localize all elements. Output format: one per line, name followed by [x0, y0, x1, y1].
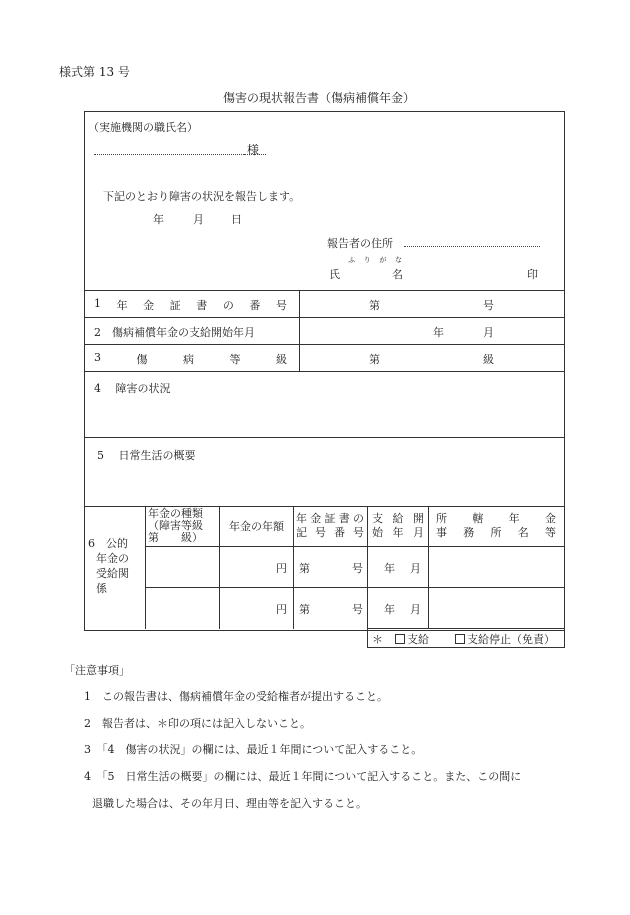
row-cert-prefix[interactable]: 第 — [299, 603, 310, 616]
pension-side-label: 6 公的 年金の 受給関 係 — [88, 537, 129, 595]
address-line[interactable] — [404, 246, 540, 247]
name-label-2: 名 — [392, 268, 403, 281]
header-cert-number: 年 金 証 書 の 記 号 番 号 — [296, 512, 364, 539]
col-divider — [299, 290, 300, 371]
date-day: 日 — [231, 213, 242, 226]
note-item-continuation: 退職した場合は、その年月日、理由等を記入すること。 — [92, 797, 367, 810]
col-divider — [145, 506, 146, 629]
sama-label: 様 — [247, 143, 260, 157]
row-cert-suffix[interactable]: 号 — [352, 603, 363, 616]
date-year: 年 — [153, 213, 164, 226]
row-amount-unit[interactable]: 円 — [276, 562, 287, 575]
row2-label: 2 傷病補償年金の支給開始年月 — [94, 326, 255, 339]
row3-value-prefix[interactable]: 第 — [369, 353, 380, 366]
furigana: ふ り が な — [348, 256, 402, 264]
office-use-mark: ＊ — [372, 633, 383, 646]
row3-label: 3 傷 病 等 級 — [94, 351, 287, 366]
form-title: 傷害の現状報告書（傷病補償年金） — [223, 91, 416, 105]
agency-label: （実施機関の職氏名） — [88, 121, 198, 134]
date-month: 月 — [193, 213, 204, 226]
row-divider — [84, 371, 564, 372]
notes-heading: 「注意事項」 — [64, 664, 130, 677]
row-amount-unit[interactable]: 円 — [276, 603, 287, 616]
form-number: 様式第 13 号 — [59, 65, 130, 79]
note-item: 1 この報告書は、傷病補償年金の受給権者が提出すること。 — [84, 690, 388, 703]
header-pension-type: 年金の種類 （障害等級 第 級） — [148, 507, 203, 544]
row-start-year[interactable]: 年 — [384, 562, 395, 575]
col-divider — [428, 506, 429, 629]
row2-value-month[interactable]: 月 — [483, 326, 494, 339]
pay-checkbox[interactable]: 支給 — [395, 631, 429, 647]
col-divider — [367, 506, 368, 629]
note-item: 2 報告者は、＊印の項には記入しないこと。 — [84, 717, 311, 730]
row-divider — [84, 317, 564, 318]
row1-value-suffix[interactable]: 号 — [483, 299, 494, 312]
row5-label: 5 日常生活の概要 — [97, 449, 196, 462]
row-start-month[interactable]: 月 — [410, 603, 421, 616]
row-divider — [145, 546, 564, 547]
note-item: 3 「4 傷害の状況」の欄には、最近１年間について記入すること。 — [84, 743, 423, 756]
seal-mark: 印 — [527, 268, 538, 281]
row4-label: 4 障害の状況 — [94, 382, 171, 395]
col-divider — [293, 506, 294, 629]
report-statement: 下記のとおり障害の状況を報告します。 — [103, 190, 301, 203]
row-divider — [84, 290, 564, 291]
header-pension-amount: 年金の年額 — [229, 520, 284, 533]
row-start-month[interactable]: 月 — [410, 562, 421, 575]
row-divider — [145, 587, 564, 588]
agency-name-line[interactable] — [94, 154, 244, 155]
row-cert-suffix[interactable]: 号 — [352, 562, 363, 575]
address-label: 報告者の住所 — [327, 237, 393, 250]
name-label-1: 氏 — [329, 268, 340, 281]
row-cert-prefix[interactable]: 第 — [299, 562, 310, 575]
sama-underline — [244, 154, 266, 155]
row-start-year[interactable]: 年 — [384, 603, 395, 616]
row-divider — [84, 344, 564, 345]
row3-value-suffix[interactable]: 級 — [483, 353, 494, 366]
stop-checkbox[interactable]: 支給停止（免責） — [455, 631, 555, 647]
note-item: 4 「5 日常生活の概要」の欄には、最近１年間について記入すること。また、この間に — [84, 770, 522, 783]
header-start-date: 支 給 開 始 年 月 — [372, 512, 424, 539]
checkbox-icon[interactable] — [395, 634, 405, 644]
header-pension-office: 所 轄 年 金 事 務 所 名 等 — [436, 512, 556, 539]
row-divider — [84, 437, 564, 438]
row2-value-year[interactable]: 年 — [433, 326, 444, 339]
checkbox-icon[interactable] — [455, 634, 465, 644]
row1-value-prefix[interactable]: 第 — [369, 299, 380, 312]
row1-label: 1 年 金 証 書 の 番 号 — [94, 297, 287, 312]
